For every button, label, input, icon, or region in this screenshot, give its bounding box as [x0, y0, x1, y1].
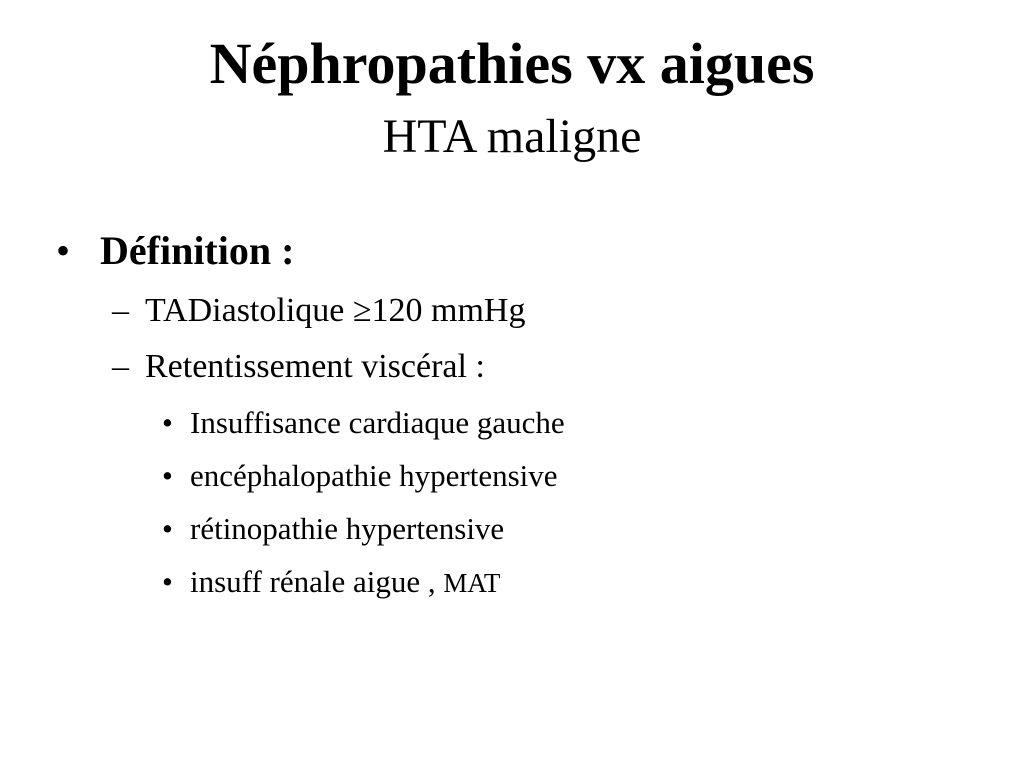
bullet-icon: • [162, 405, 173, 440]
bullet-definition [56, 226, 294, 276]
visceral-item-cardiac [162, 404, 565, 442]
visceral-item-text: insuff rénale aigue , [190, 564, 444, 599]
visceral-item-text: encéphalopathie hypertensive [190, 458, 558, 493]
bullet-icon: • [56, 228, 71, 273]
bullet-icon: • [162, 511, 173, 546]
definition-item-visceral [112, 346, 485, 388]
slide-title: Néphropathies vx aigues [209, 31, 815, 96]
dash-icon: – [112, 292, 129, 329]
slide-subtitle: HTA maligne [382, 110, 642, 163]
visceral-item-text: rétinopathie hypertensive [190, 511, 505, 546]
visceral-item-encephalopathy [162, 457, 558, 495]
visceral-item-renal [162, 563, 500, 602]
bullet-icon: • [162, 458, 173, 493]
definition-label: Définition : [100, 228, 295, 273]
bullet-icon: • [162, 564, 173, 599]
definition-item-diastolic [112, 290, 525, 332]
definition-item-text: Retentissement viscéral : [145, 348, 485, 385]
visceral-item-suffix: MAT [443, 568, 501, 598]
dash-icon: – [112, 348, 129, 385]
visceral-item-retinopathy [162, 510, 504, 548]
visceral-item-text: Insuffisance cardiaque gauche [190, 405, 565, 440]
definition-item-text: TADiastolique ≥120 mmHg [145, 292, 526, 329]
